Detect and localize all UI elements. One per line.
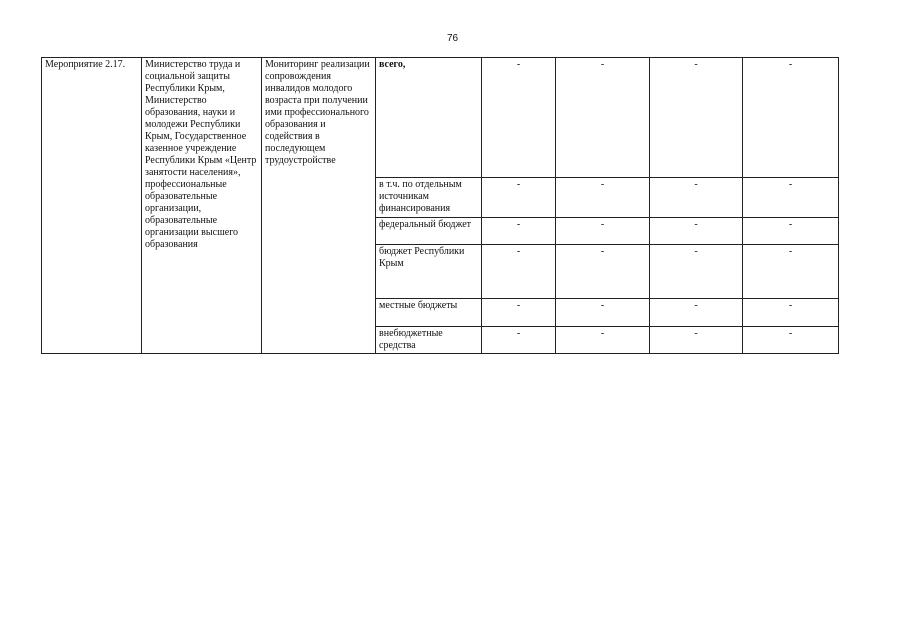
funding-value: - [556,178,650,218]
executors-cell [142,58,262,354]
funding-value: - [743,218,839,245]
funding-value: - [650,58,743,178]
funding-label: бюджет Республики Крым [376,245,482,299]
funding-value: - [650,218,743,245]
funding-value: - [482,58,556,178]
funding-value: - [650,327,743,354]
activity-description: Мониторинг реализации сопровождения инвалидов молодого возраста при получении ими профессионального образования и содействия в последующем трудоустройстве [265,59,370,166]
funding-label: местные бюджеты [376,299,482,327]
funding-label: в т.ч. по отдельным источникам финансирования [376,178,482,218]
funding-value: - [482,245,556,299]
funding-value: - [650,245,743,299]
program-table [41,57,839,354]
page-number: 76 [446,33,459,44]
funding-value: - [743,58,839,178]
funding-value: - [650,178,743,218]
funding-value: - [556,327,650,354]
funding-value: - [556,299,650,327]
activity-executors: Министерство труда и социальной защиты Республики Крым, Министерство образования, науки и молодежи Республики Крым, Государственное казенное учреждение Республики Крым «Центр занятости населения», профессиональные образовательные организации, образовательные организации высшего образования [145,59,257,250]
funding-value: - [556,245,650,299]
funding-value: - [743,245,839,299]
description-cell [262,58,376,354]
funding-value: - [743,299,839,327]
funding-label: федеральный бюджет [376,218,482,245]
funding-label: всего, [376,58,482,178]
table-row [42,58,839,178]
funding-value: - [482,218,556,245]
activity-name-cell [42,58,142,354]
funding-value: - [743,327,839,354]
activity-name: Мероприятие 2.17. [45,59,126,70]
funding-value: - [650,299,743,327]
funding-value: - [482,327,556,354]
funding-value: - [482,178,556,218]
funding-value: - [482,299,556,327]
funding-value: - [556,218,650,245]
funding-value: - [743,178,839,218]
funding-label: внебюджетные средства [376,327,482,354]
funding-value: - [556,58,650,178]
